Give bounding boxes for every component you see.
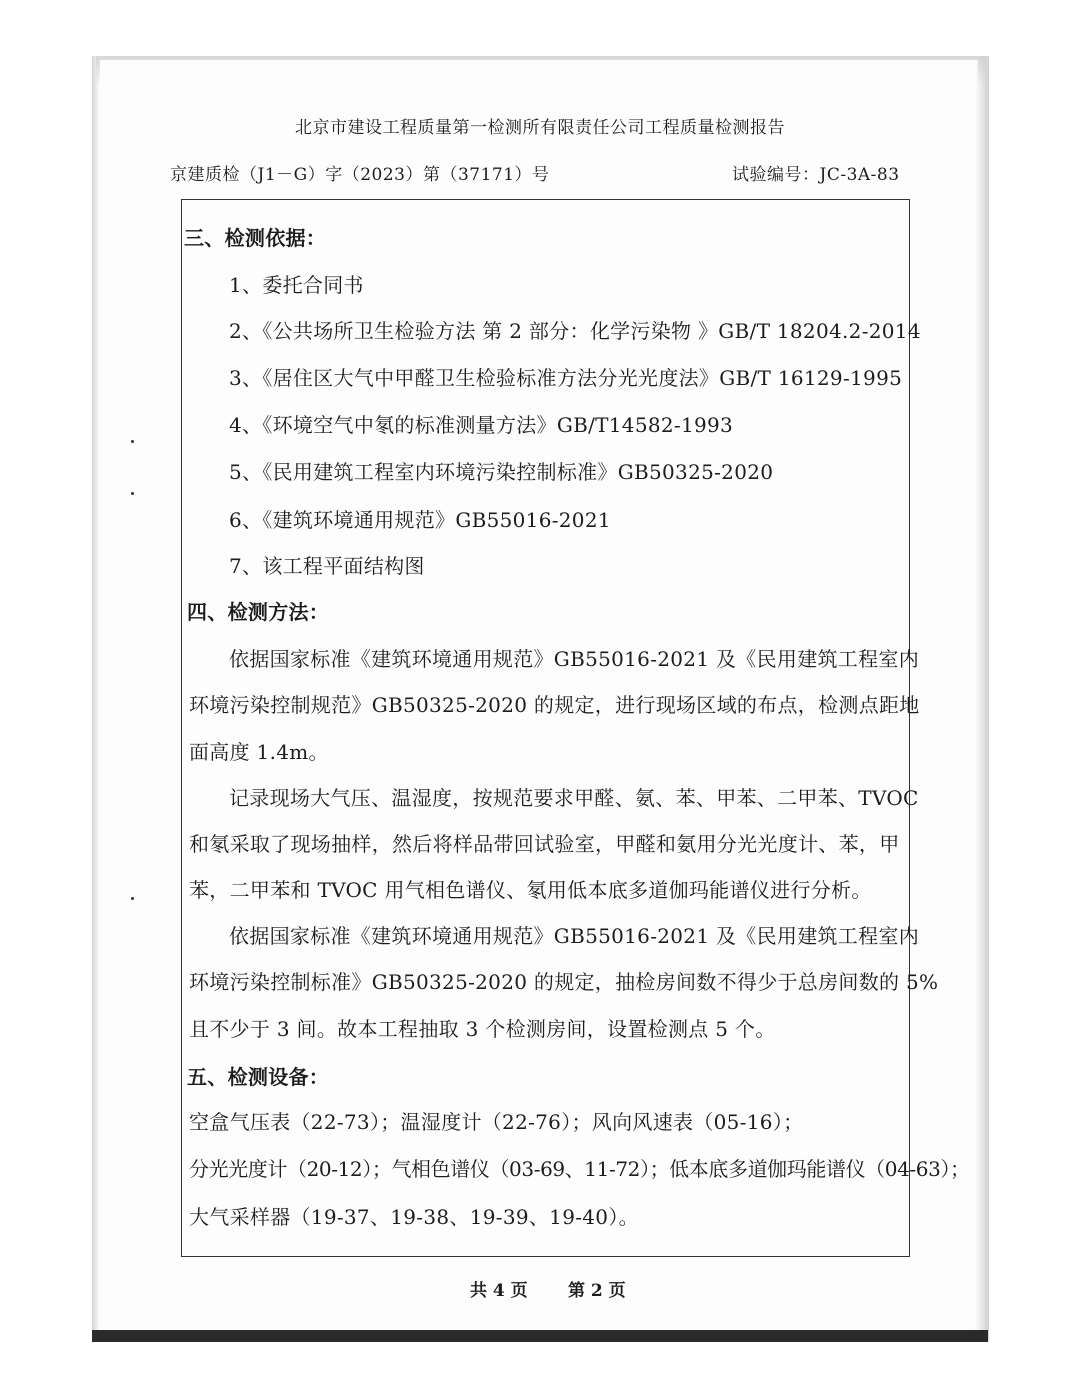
section-heading-basis: 三、检测依据： [184, 226, 327, 250]
method-line: 依据国家标准《建筑环境通用规范》GB55016-2021 及《民用建筑工程室内 [229, 647, 920, 671]
report-title: 北京市建设工程质量第一检测所有限责任公司工程质量检测报告 [295, 118, 785, 138]
basis-item: 7、该工程平面结构图 [229, 554, 425, 578]
method-line: 记录现场大气压、温湿度，按规范要求甲醛、氨、苯、甲苯、二甲苯、TVOC [229, 786, 919, 810]
basis-item: 6、《建筑环境通用规范》GB55016-2021 [229, 508, 611, 532]
basis-item: 5、《民用建筑工程室内环境污染控制标准》GB50325-2020 [229, 460, 774, 484]
test-number: 试验编号：JC-3A-83 [732, 165, 900, 185]
basis-item: 1、委托合同书 [229, 273, 364, 297]
equipment-line: 分光光度计（20-12）；气相色谱仪（03-69、11-72）；低本底多道伽玛能谱仪（04-63）； [189, 1157, 970, 1181]
method-line: 苯，二甲苯和 TVOC 用气相色谱仪、氡用低本底多道伽玛能谱仪进行分析。 [189, 878, 872, 902]
equipment-line: 空盒气压表（22-73）；温湿度计（22-76）；风向风速表（05-16）； [189, 1110, 804, 1134]
method-line: 面高度 1.4m。 [189, 740, 329, 764]
scan-speck [131, 897, 134, 900]
scan-bottom-edge [92, 1330, 988, 1342]
document-number: 京建质检（J1－G）字（2023）第（37171）号 [170, 165, 550, 185]
method-line: 环境污染控制标准》GB50325-2020 的规定，抽检房间数不得少于总房间数的 5% [189, 970, 939, 994]
scan-speck [131, 492, 134, 495]
basis-item: 2、《公共场所卫生检验方法 第 2 部分：化学污染物 》GB/T 18204.2-2014 [229, 319, 921, 343]
method-line: 依据国家标准《建筑环境通用规范》GB55016-2021 及《民用建筑工程室内 [229, 924, 920, 948]
method-line: 环境污染控制规范》GB50325-2020 的规定，进行现场区域的布点，检测点距地 [189, 693, 920, 717]
method-line: 且不少于 3 间。故本工程抽取 3 个检测房间，设置检测点 5 个。 [189, 1017, 776, 1041]
content-box [181, 199, 910, 1257]
section-heading-equipment: 五、检测设备： [187, 1065, 330, 1089]
current-page: 第 2 页 [568, 1281, 626, 1301]
scan-shadow-right [975, 56, 989, 1341]
method-line: 和氡采取了现场抽样，然后将样品带回试验室，甲醛和氨用分光光度计、苯，甲 [189, 832, 900, 856]
scan-shadow-left [92, 56, 100, 1341]
equipment-line: 大气采样器（19-37、19-38、19-39、19-40）。 [189, 1205, 639, 1229]
basis-item: 4、《环境空气中氡的标准测量方法》GB/T14582-1993 [229, 413, 734, 437]
basis-item: 3、《居住区大气中甲醛卫生检验标准方法分光光度法》GB/T 16129-1995 [229, 366, 903, 390]
section-heading-method: 四、检测方法： [187, 600, 330, 624]
scan-speck [131, 440, 134, 443]
total-pages: 共 4 页 [470, 1281, 528, 1301]
